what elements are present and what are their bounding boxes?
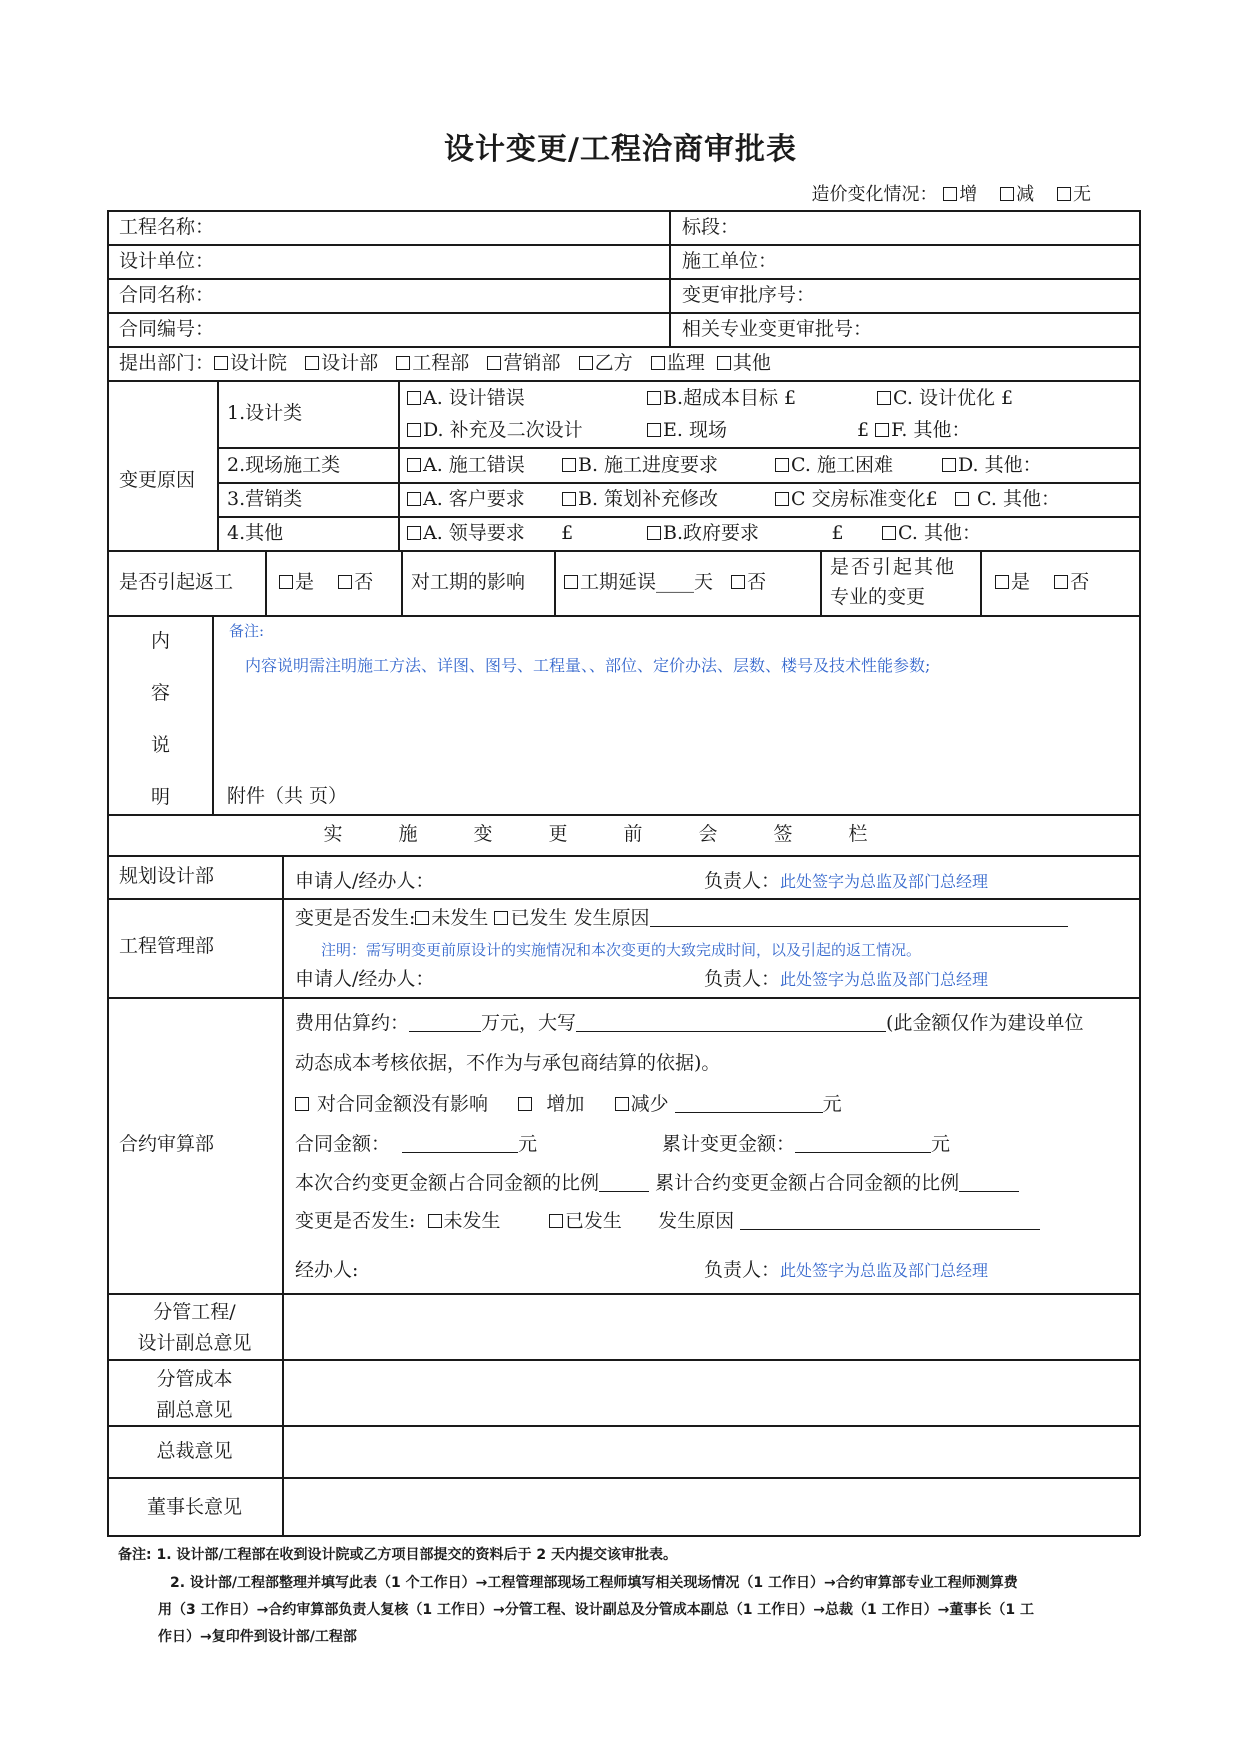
reason-marketing-category: 3.营销类 (227, 488, 303, 510)
dept-option: 乙方 (594, 352, 633, 374)
engineering-occurred-label: 已发生 (510, 907, 568, 929)
contract-not-occur-label: 未发生 (443, 1210, 501, 1232)
divider (401, 550, 403, 616)
divider (107, 615, 1140, 617)
fee-estimate-label: 费用估算约： (295, 1012, 410, 1034)
border-top (107, 210, 1140, 212)
reason-site-d-label: D. 其他： (958, 454, 1042, 476)
contract-name-label: 合同名称： (119, 284, 215, 306)
contract-occurred-checkbox[interactable] (549, 1214, 563, 1228)
fee-line-2: 动态成本考核依据，不作为与承包商结算的依据)。 (295, 1052, 721, 1074)
rework-yes-label: 是 (295, 571, 315, 593)
contract-occur-label: 变更是否发生: (295, 1210, 416, 1232)
footnote-2-line-2: 用（3 工作日）→合约审算部负责人复核（1 工作日）→分管工程、设计副总及分管成本副总（1 工作日）→总裁（1 工作日）→董事长（1 工 (158, 1602, 1034, 1618)
other-change-yes-label: 是 (1011, 571, 1031, 593)
content-hint: 内容说明需注明施工方法、详图、图号、工程量、、部位、定价办法、层数、楼号及技术性能参数; (245, 656, 931, 675)
contract-responsible-label: 负责人： (704, 1259, 781, 1281)
engineering-label: 工程管理部 (119, 935, 215, 957)
cost-none-checkbox[interactable] (1057, 187, 1071, 201)
divider (107, 898, 1140, 900)
increase-checkbox[interactable] (518, 1097, 532, 1111)
cumulative-amount-line (662, 1134, 950, 1154)
engineering-occur-label: 变更是否发生: (295, 907, 416, 929)
reason-site-d (942, 456, 1042, 475)
divider (554, 550, 556, 616)
related-change-no-label: 相关专业变更审批号： (682, 318, 873, 340)
period-impact-label: 对工期的影响 (411, 571, 526, 593)
divider (217, 482, 1140, 484)
countersign-title-text: 实施变更前会签栏 (323, 823, 924, 845)
reason-site-c (775, 456, 893, 475)
engineering-responsible-label: 负责人： (704, 968, 781, 990)
reason-other-b-suffix: £ (831, 522, 844, 544)
cumulative-amount-yuan: 元 (931, 1133, 951, 1155)
reason-mkt-b-label: B. 策划补充修改 (578, 488, 719, 510)
engineering-sign-hint: 此处签字为总监及部门总经理 (780, 970, 989, 989)
reason-design-e (647, 421, 727, 440)
other-change-label-2: 专业的变更 (830, 586, 926, 608)
reason-checkbox[interactable] (955, 492, 969, 506)
divider (107, 312, 1140, 314)
planning-sign-hint: 此处签字为总监及部门总经理 (780, 872, 989, 891)
fee-tail: (此金额仅作为建设单位 (886, 1012, 1084, 1034)
planning-responsible-label: 负责人： (704, 870, 781, 892)
contract-occurred-label: 已发生 (564, 1210, 622, 1232)
dept-option: 监理 (666, 352, 705, 374)
reason-checkbox[interactable] (647, 526, 661, 540)
reason-other-c-label: C. 其他： (898, 522, 981, 544)
fee-wan-field[interactable] (409, 1013, 481, 1032)
reason-other-category: 4.其他 (227, 522, 284, 544)
other-change-options (995, 573, 1089, 592)
delay-checkbox[interactable] (564, 575, 578, 589)
contract-sign-hint: 此处签字为总监及部门总经理 (780, 1261, 989, 1280)
no-effect-label: 对合同金额没有影响 (317, 1093, 489, 1115)
contract-occur-line (295, 1211, 1040, 1231)
reason-other-a-suffix: £ (561, 522, 574, 544)
ratio-cum-field[interactable] (959, 1173, 1019, 1192)
reason-site-a (407, 456, 525, 475)
reason-design-c-label: C. 设计优化 £ (893, 387, 1014, 409)
engineering-note: 注明：需写明变更前原设计的实施情况和本次变更的大致完成时间，以及引起的返工情况。 (321, 941, 922, 959)
reason-checkbox[interactable] (875, 423, 889, 437)
planning-responsible (704, 872, 988, 891)
rework-label: 是否引起返工 (119, 571, 234, 593)
reason-design-category: 1.设计类 (227, 402, 303, 424)
reason-other-b-label: B.政府要求 (663, 522, 760, 544)
contract-amount-field[interactable] (402, 1134, 518, 1153)
reason-site-b-label: B. 施工进度要求 (578, 454, 719, 476)
decrease-yuan: 元 (822, 1093, 842, 1115)
reason-site-c-label: C. 施工困难 (791, 454, 893, 476)
other-change-yes-checkbox[interactable] (995, 575, 1009, 589)
reason-checkbox[interactable] (407, 492, 421, 506)
divider (107, 550, 1140, 552)
divider (107, 1359, 1140, 1361)
border-bottom (107, 1535, 1140, 1537)
period-no-label: 否 (747, 571, 767, 593)
border-right (1139, 210, 1141, 1536)
divider (217, 516, 1140, 518)
eng-vp-label-2: 设计副总意见 (137, 1332, 252, 1354)
footnote-1-line (118, 1544, 677, 1564)
cost-decrease-checkbox[interactable] (1000, 187, 1014, 201)
reason-mkt-d (955, 490, 1060, 509)
reason-checkbox[interactable] (407, 423, 421, 437)
footnote-2-line-1: 2. 设计部/工程部整理并填写此表（1 个工作日）→工程管理部现场工程师填写相关现场情况（1 工作日）→合约审算部专业工程师测算费 (170, 1575, 1018, 1591)
divider (107, 346, 1140, 348)
chairman-opinion-label: 董事长意见 (146, 1496, 242, 1518)
divider (980, 550, 982, 616)
cost-none-label: 无 (1073, 184, 1091, 205)
reason-checkbox[interactable] (562, 458, 576, 472)
engineering-cause-field[interactable] (650, 908, 1068, 927)
reason-checkbox[interactable] (407, 391, 421, 405)
engineering-not-occur-label: 未发生 (431, 907, 489, 929)
cumulative-amount-label: 累计变更金额： (662, 1133, 796, 1155)
divider (282, 855, 284, 1536)
divider (107, 244, 1140, 246)
reason-checkbox[interactable] (562, 492, 576, 506)
amount-effect-line (295, 1094, 842, 1114)
divider (669, 210, 671, 347)
reason-mkt-a (407, 490, 525, 509)
content-label-char: 说 (151, 734, 171, 756)
cost-change (811, 180, 1091, 206)
rework-options (279, 573, 373, 592)
divider (820, 550, 822, 616)
reason-checkbox[interactable] (877, 391, 891, 405)
decrease-checkbox[interactable] (615, 1097, 629, 1111)
contract-handler: 经办人: (295, 1259, 359, 1281)
dept-checkbox[interactable] (214, 356, 228, 370)
reason-design-f-label: F. 其他： (891, 419, 971, 441)
contract-amount-yuan: 元 (518, 1133, 538, 1155)
contract-cause-field[interactable] (740, 1211, 1040, 1230)
contract-responsible (704, 1261, 988, 1280)
divider (107, 1293, 1140, 1295)
dept-checkbox[interactable] (579, 356, 593, 370)
reason-checkbox[interactable] (775, 492, 789, 506)
reason-site-a-label: A. 施工错误 (423, 454, 525, 476)
design-unit-label: 设计单位： (119, 250, 215, 272)
content-attachment: 附件（共 页） (227, 785, 348, 807)
page-title: 设计变更/工程洽商审批表 (444, 132, 797, 167)
divider (212, 615, 214, 815)
dept-checkbox[interactable] (487, 356, 501, 370)
divider (107, 855, 1140, 857)
increase-label: 增加 (546, 1093, 585, 1115)
divider (398, 380, 400, 551)
reason-design-f-prefix: £ (857, 419, 870, 441)
ratio-this-field[interactable] (599, 1173, 649, 1192)
dept-label: 提出部门： (119, 352, 215, 374)
other-change-no-label: 否 (1070, 571, 1090, 593)
reason-label: 变更原因 (119, 469, 196, 491)
project-name-label: 工程名称： (119, 216, 215, 238)
delay-label: 工期延误____天 (580, 571, 714, 593)
reason-checkbox[interactable] (647, 391, 661, 405)
reason-design-b-label: B.超成本目标 £ (663, 387, 797, 409)
reason-other-c (882, 524, 981, 543)
dept-checkbox[interactable] (305, 356, 319, 370)
contract-not-occur-checkbox[interactable] (428, 1214, 442, 1228)
fee-uppercase-field[interactable] (576, 1013, 886, 1032)
ratio-line (295, 1173, 1019, 1193)
dept-checkbox[interactable] (651, 356, 665, 370)
cost-increase-checkbox[interactable] (943, 187, 957, 201)
change-serial-label: 变更审批序号： (682, 284, 816, 306)
cost-change-label: 造价变化情况： (811, 184, 938, 205)
cost-vp-label-1: 分管成本 (156, 1368, 233, 1390)
reason-checkbox[interactable] (407, 526, 421, 540)
reason-design-f (857, 421, 970, 440)
reason-mkt-a-label: A. 客户要求 (423, 488, 525, 510)
eng-vp-label-1: 分管工程/ (153, 1301, 236, 1323)
reason-checkbox[interactable] (407, 458, 421, 472)
divider (217, 447, 1140, 449)
contract-dept-label: 合约审算部 (119, 1133, 215, 1155)
period-no-checkbox[interactable] (731, 575, 745, 589)
divider (107, 380, 1140, 382)
content-label-char: 容 (151, 682, 171, 704)
fee-wan-label: 万元，大写 (481, 1012, 577, 1034)
reason-design-e-label: E. 现场 (663, 419, 727, 441)
reason-design-b (647, 389, 796, 408)
reason-design-d-label: D. 补充及二次设计 (423, 419, 583, 441)
footnotes-label: 备注: (118, 1547, 152, 1563)
cost-increase-label: 增 (959, 184, 978, 205)
divider (107, 278, 1140, 280)
engineering-cause-label: 发生原因 (573, 907, 650, 929)
period-options (564, 573, 766, 592)
reason-checkbox[interactable] (647, 423, 661, 437)
cost-vp-label-2: 副总意见 (156, 1399, 233, 1421)
content-label-char: 明 (151, 786, 171, 808)
other-change-label-1: 是否引起其他 (830, 556, 957, 578)
contract-cause-label: 发生原因 (658, 1210, 735, 1232)
reason-design-a (407, 389, 525, 408)
engineering-not-occur-checkbox[interactable] (415, 911, 429, 925)
rework-no-checkbox[interactable] (338, 575, 352, 589)
reason-mkt-c-label: C 交房标准变化£ (791, 488, 938, 510)
reason-checkbox[interactable] (942, 458, 956, 472)
dept-option: 工程部 (412, 352, 470, 374)
decrease-amount-field[interactable] (675, 1094, 823, 1113)
approval-form (107, 210, 1140, 1536)
divider (107, 814, 1140, 816)
no-effect-checkbox[interactable] (295, 1097, 309, 1111)
footnote-1: 1. 设计部/工程部在收到设计院或乙方项目部提交的资料后于 2 天内提交该审批表。 (156, 1547, 678, 1563)
content-label-char: 内 (151, 630, 171, 652)
contract-amount-label: 合同金额： (295, 1133, 391, 1155)
decrease-label: 减少 (630, 1093, 669, 1115)
reason-other-b (647, 524, 844, 543)
engineering-occur (295, 908, 1068, 928)
engineering-responsible (704, 970, 988, 989)
reason-mkt-c (775, 490, 938, 509)
reason-site-b (562, 456, 718, 475)
other-change-no-checkbox[interactable] (1054, 575, 1068, 589)
ratio-cum-label: 累计合约变更金额占合同金额的比例 (655, 1172, 960, 1194)
reason-design-a-label: A. 设计错误 (423, 387, 525, 409)
divider (265, 550, 267, 616)
reason-site-category: 2.现场施工类 (227, 454, 341, 476)
reason-mkt-b (562, 490, 718, 509)
engineering-occurred-checkbox[interactable] (494, 911, 508, 925)
contract-amount-line (295, 1134, 537, 1154)
dept-option: 设计院 (230, 352, 288, 374)
dept-option: 设计部 (321, 352, 379, 374)
reason-other-a-label: A. 领导要求 (423, 522, 525, 544)
divider (107, 1425, 1140, 1427)
rework-no-label: 否 (354, 571, 374, 593)
planning-label: 规划设计部 (119, 865, 215, 887)
reason-checkbox[interactable] (775, 458, 789, 472)
fee-estimate-line (295, 1013, 1083, 1033)
countersign-title (107, 825, 1140, 844)
dept-row (119, 354, 771, 373)
engineering-applicant: 申请人/经办人： (295, 968, 435, 990)
reason-design-c (877, 389, 1013, 408)
footnote-2-line-3: 作日）→复印件到设计部/工程部 (158, 1629, 357, 1645)
dept-option: 营销部 (503, 352, 561, 374)
reason-mkt-d-label: C. 其他： (977, 488, 1060, 510)
contract-no-label: 合同编号： (119, 318, 215, 340)
section-label: 标段： (682, 216, 740, 238)
reason-design-d (407, 421, 583, 440)
reason-other-a (407, 524, 573, 543)
divider (107, 997, 1140, 999)
planning-applicant: 申请人/经办人： (295, 870, 435, 892)
cost-decrease-label: 减 (1016, 184, 1035, 205)
content-remark: 备注: (229, 622, 265, 640)
dept-checkbox[interactable] (396, 356, 410, 370)
ratio-this-label: 本次合约变更金额占合同金额的比例 (295, 1172, 600, 1194)
president-opinion-label: 总裁意见 (156, 1440, 233, 1462)
cumulative-amount-field[interactable] (795, 1134, 931, 1153)
divider (217, 380, 219, 551)
dept-checkbox[interactable] (717, 356, 731, 370)
rework-yes-checkbox[interactable] (279, 575, 293, 589)
divider (107, 1477, 1140, 1479)
dept-option: 其他 (732, 352, 771, 374)
reason-checkbox[interactable] (882, 526, 896, 540)
construction-unit-label: 施工单位： (682, 250, 778, 272)
